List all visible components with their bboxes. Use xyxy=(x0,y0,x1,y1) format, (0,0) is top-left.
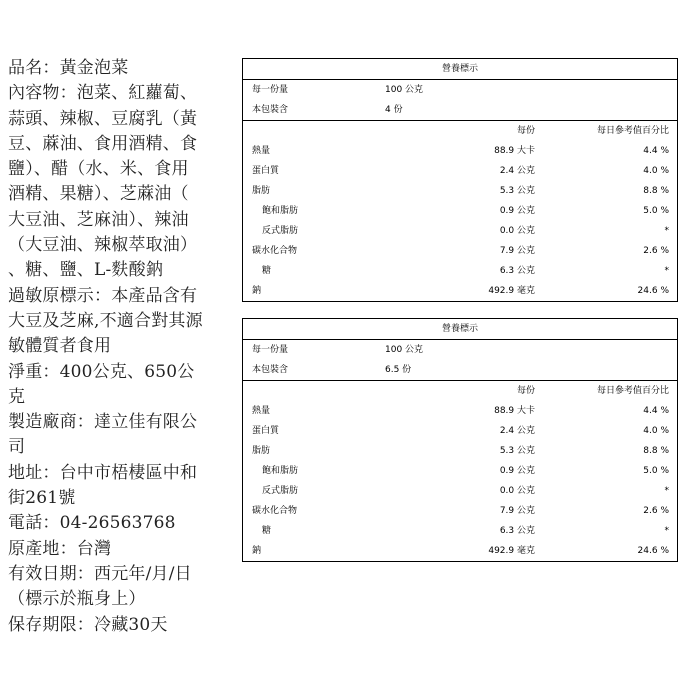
nutrient-row-fat xyxy=(243,181,677,201)
nutrient-value: 2.4 公克 xyxy=(499,166,535,176)
nutrient-name: 碳水化合物 xyxy=(252,246,298,256)
nutrition-title: 營養標示 xyxy=(243,59,677,80)
nutrient-row-energy xyxy=(243,401,677,421)
info-line: （大豆油、辣椒萃取油） xyxy=(8,235,198,256)
nutrient-name: 鈉 xyxy=(252,546,262,556)
nutrient-name: 反式脂肪 xyxy=(262,226,299,236)
info-line: 內容物：泡菜、紅蘿蔔、 xyxy=(8,83,198,104)
info-line: 過敏原標示：本產品含有 xyxy=(8,285,198,306)
servings-per-pack-value: 6.5 份 xyxy=(385,365,412,375)
nutrient-name: 熱量 xyxy=(252,146,271,156)
nutrient-row-carbohydrate xyxy=(243,241,677,261)
nutrition-table-1 xyxy=(242,58,678,302)
nutrient-pct: * xyxy=(664,226,669,236)
serving-size-label: 每一份量 xyxy=(252,85,289,95)
nutrient-row-fat xyxy=(243,441,677,461)
info-line: 鹽）、醋（水、米、食用 xyxy=(8,159,189,180)
serving-size-value: 100 公克 xyxy=(385,345,424,355)
nutrient-value: 0.9 公克 xyxy=(499,206,535,216)
nutrient-pct: 8.8 % xyxy=(643,186,669,196)
nutrient-pct: 24.6 % xyxy=(637,546,669,556)
nutrient-name: 反式脂肪 xyxy=(262,486,299,496)
nutrient-row-carbohydrate xyxy=(243,501,677,521)
nutrient-value: 6.3 公克 xyxy=(499,266,535,276)
nutrient-pct: 8.8 % xyxy=(643,446,669,456)
info-line: 街261號 xyxy=(8,488,76,509)
nutrient-value: 88.9 大卡 xyxy=(494,406,535,416)
info-line: 電話：04-26563768 xyxy=(8,513,176,534)
nutrient-row-trans-fat xyxy=(243,221,677,241)
nutrient-pct: 2.6 % xyxy=(643,506,669,516)
info-line: 製造廠商：達立佳有限公 xyxy=(8,412,198,433)
nutrient-row-protein xyxy=(243,421,677,441)
info-line: 豆、蔴油、食用酒精、食 xyxy=(8,133,198,154)
nutrient-name: 脂肪 xyxy=(252,186,271,196)
info-line: 、糖、鹽、L-麩酸鈉 xyxy=(8,260,164,281)
servings-per-pack-label: 本包裝含 xyxy=(252,365,289,375)
info-line: 敏體質者食用 xyxy=(8,336,112,357)
nutrient-value: 2.4 公克 xyxy=(499,426,535,436)
nutrient-row-sugar xyxy=(243,261,677,281)
nutrient-value: 0.9 公克 xyxy=(499,466,535,476)
nutrient-pct: * xyxy=(664,526,669,536)
nutrient-pct: 4.0 % xyxy=(643,166,669,176)
nutrient-pct: 5.0 % xyxy=(643,206,669,216)
nutrient-row-saturated-fat xyxy=(243,461,677,481)
nutrient-name: 糖 xyxy=(262,526,272,536)
info-line: 大豆及芝麻,不適合對其源 xyxy=(8,310,203,331)
column-header-row xyxy=(243,380,677,401)
nutrient-pct: 4.4 % xyxy=(643,146,669,156)
info-line: （標示於瓶身上） xyxy=(8,589,146,610)
nutrient-value: 7.9 公克 xyxy=(499,506,535,516)
info-line: 淨重：400公克、650公 xyxy=(8,361,195,382)
nutrient-row-sodium xyxy=(243,541,677,561)
daily-value-header: 每日參考值百分比 xyxy=(596,386,669,396)
serving-size-label: 每一份量 xyxy=(252,345,289,355)
nutrient-value: 5.3 公克 xyxy=(499,186,535,196)
info-line: 地址：台中市梧棲區中和 xyxy=(8,462,198,483)
per-serving-header: 每份 xyxy=(516,386,535,396)
nutrient-name: 蛋白質 xyxy=(252,426,280,436)
nutrient-pct: * xyxy=(664,266,669,276)
nutrient-pct: * xyxy=(664,486,669,496)
nutrient-value: 7.9 公克 xyxy=(499,246,535,256)
nutrient-row-trans-fat xyxy=(243,481,677,501)
nutrient-name: 碳水化合物 xyxy=(252,506,298,516)
info-line: 蒜頭、辣椒、豆腐乳（黃 xyxy=(8,108,198,129)
nutrient-value: 0.0 公克 xyxy=(499,486,535,496)
info-line: 保存期限：冷藏30天 xyxy=(8,614,168,635)
nutrient-row-protein xyxy=(243,161,677,181)
servings-per-pack-row xyxy=(243,360,677,380)
servings-per-pack-label: 本包裝含 xyxy=(252,105,289,115)
serving-size-row xyxy=(243,80,677,100)
nutrient-value: 492.9 毫克 xyxy=(488,286,535,296)
servings-per-pack-row xyxy=(243,100,677,120)
column-header-row xyxy=(243,120,677,141)
info-line: 原產地：台灣 xyxy=(8,538,112,559)
info-line: 酒精、果糖）、芝蔴油（ xyxy=(8,184,189,205)
nutrient-row-sodium xyxy=(243,281,677,301)
nutrient-name: 飽和脂肪 xyxy=(262,466,299,476)
nutrient-name: 糖 xyxy=(262,266,272,276)
nutrient-name: 飽和脂肪 xyxy=(262,206,299,216)
nutrient-pct: 4.0 % xyxy=(643,426,669,436)
nutrient-value: 88.9 大卡 xyxy=(494,146,535,156)
nutrient-pct: 4.4 % xyxy=(643,406,669,416)
info-line: 司 xyxy=(8,437,26,458)
nutrition-title: 營養標示 xyxy=(243,319,677,340)
nutrient-value: 0.0 公克 xyxy=(499,226,535,236)
nutrient-pct: 24.6 % xyxy=(637,286,669,296)
serving-size-value: 100 公克 xyxy=(385,85,424,95)
nutrient-row-saturated-fat xyxy=(243,201,677,221)
nutrient-name: 鈉 xyxy=(252,286,262,296)
nutrition-table-2 xyxy=(242,318,678,562)
nutrient-row-energy xyxy=(243,141,677,161)
nutrient-pct: 2.6 % xyxy=(643,246,669,256)
nutrient-value: 6.3 公克 xyxy=(499,526,535,536)
nutrient-pct: 5.0 % xyxy=(643,466,669,476)
nutrient-name: 脂肪 xyxy=(252,446,271,456)
info-line: 品名：黃金泡菜 xyxy=(8,58,129,78)
per-serving-header: 每份 xyxy=(516,126,535,136)
nutrient-name: 熱量 xyxy=(252,406,271,416)
nutrient-name: 蛋白質 xyxy=(252,166,280,176)
info-line: 克 xyxy=(8,386,26,407)
nutrient-row-sugar xyxy=(243,521,677,541)
nutrient-value: 5.3 公克 xyxy=(499,446,535,456)
info-line: 大豆油、芝麻油）、辣油 xyxy=(8,209,189,230)
servings-per-pack-value: 4 份 xyxy=(385,105,403,115)
nutrient-value: 492.9 毫克 xyxy=(488,546,535,556)
daily-value-header: 每日參考值百分比 xyxy=(596,126,669,136)
product-info xyxy=(8,56,234,638)
serving-size-row xyxy=(243,340,677,360)
info-line: 有效日期：西元年/月/日 xyxy=(8,563,192,584)
